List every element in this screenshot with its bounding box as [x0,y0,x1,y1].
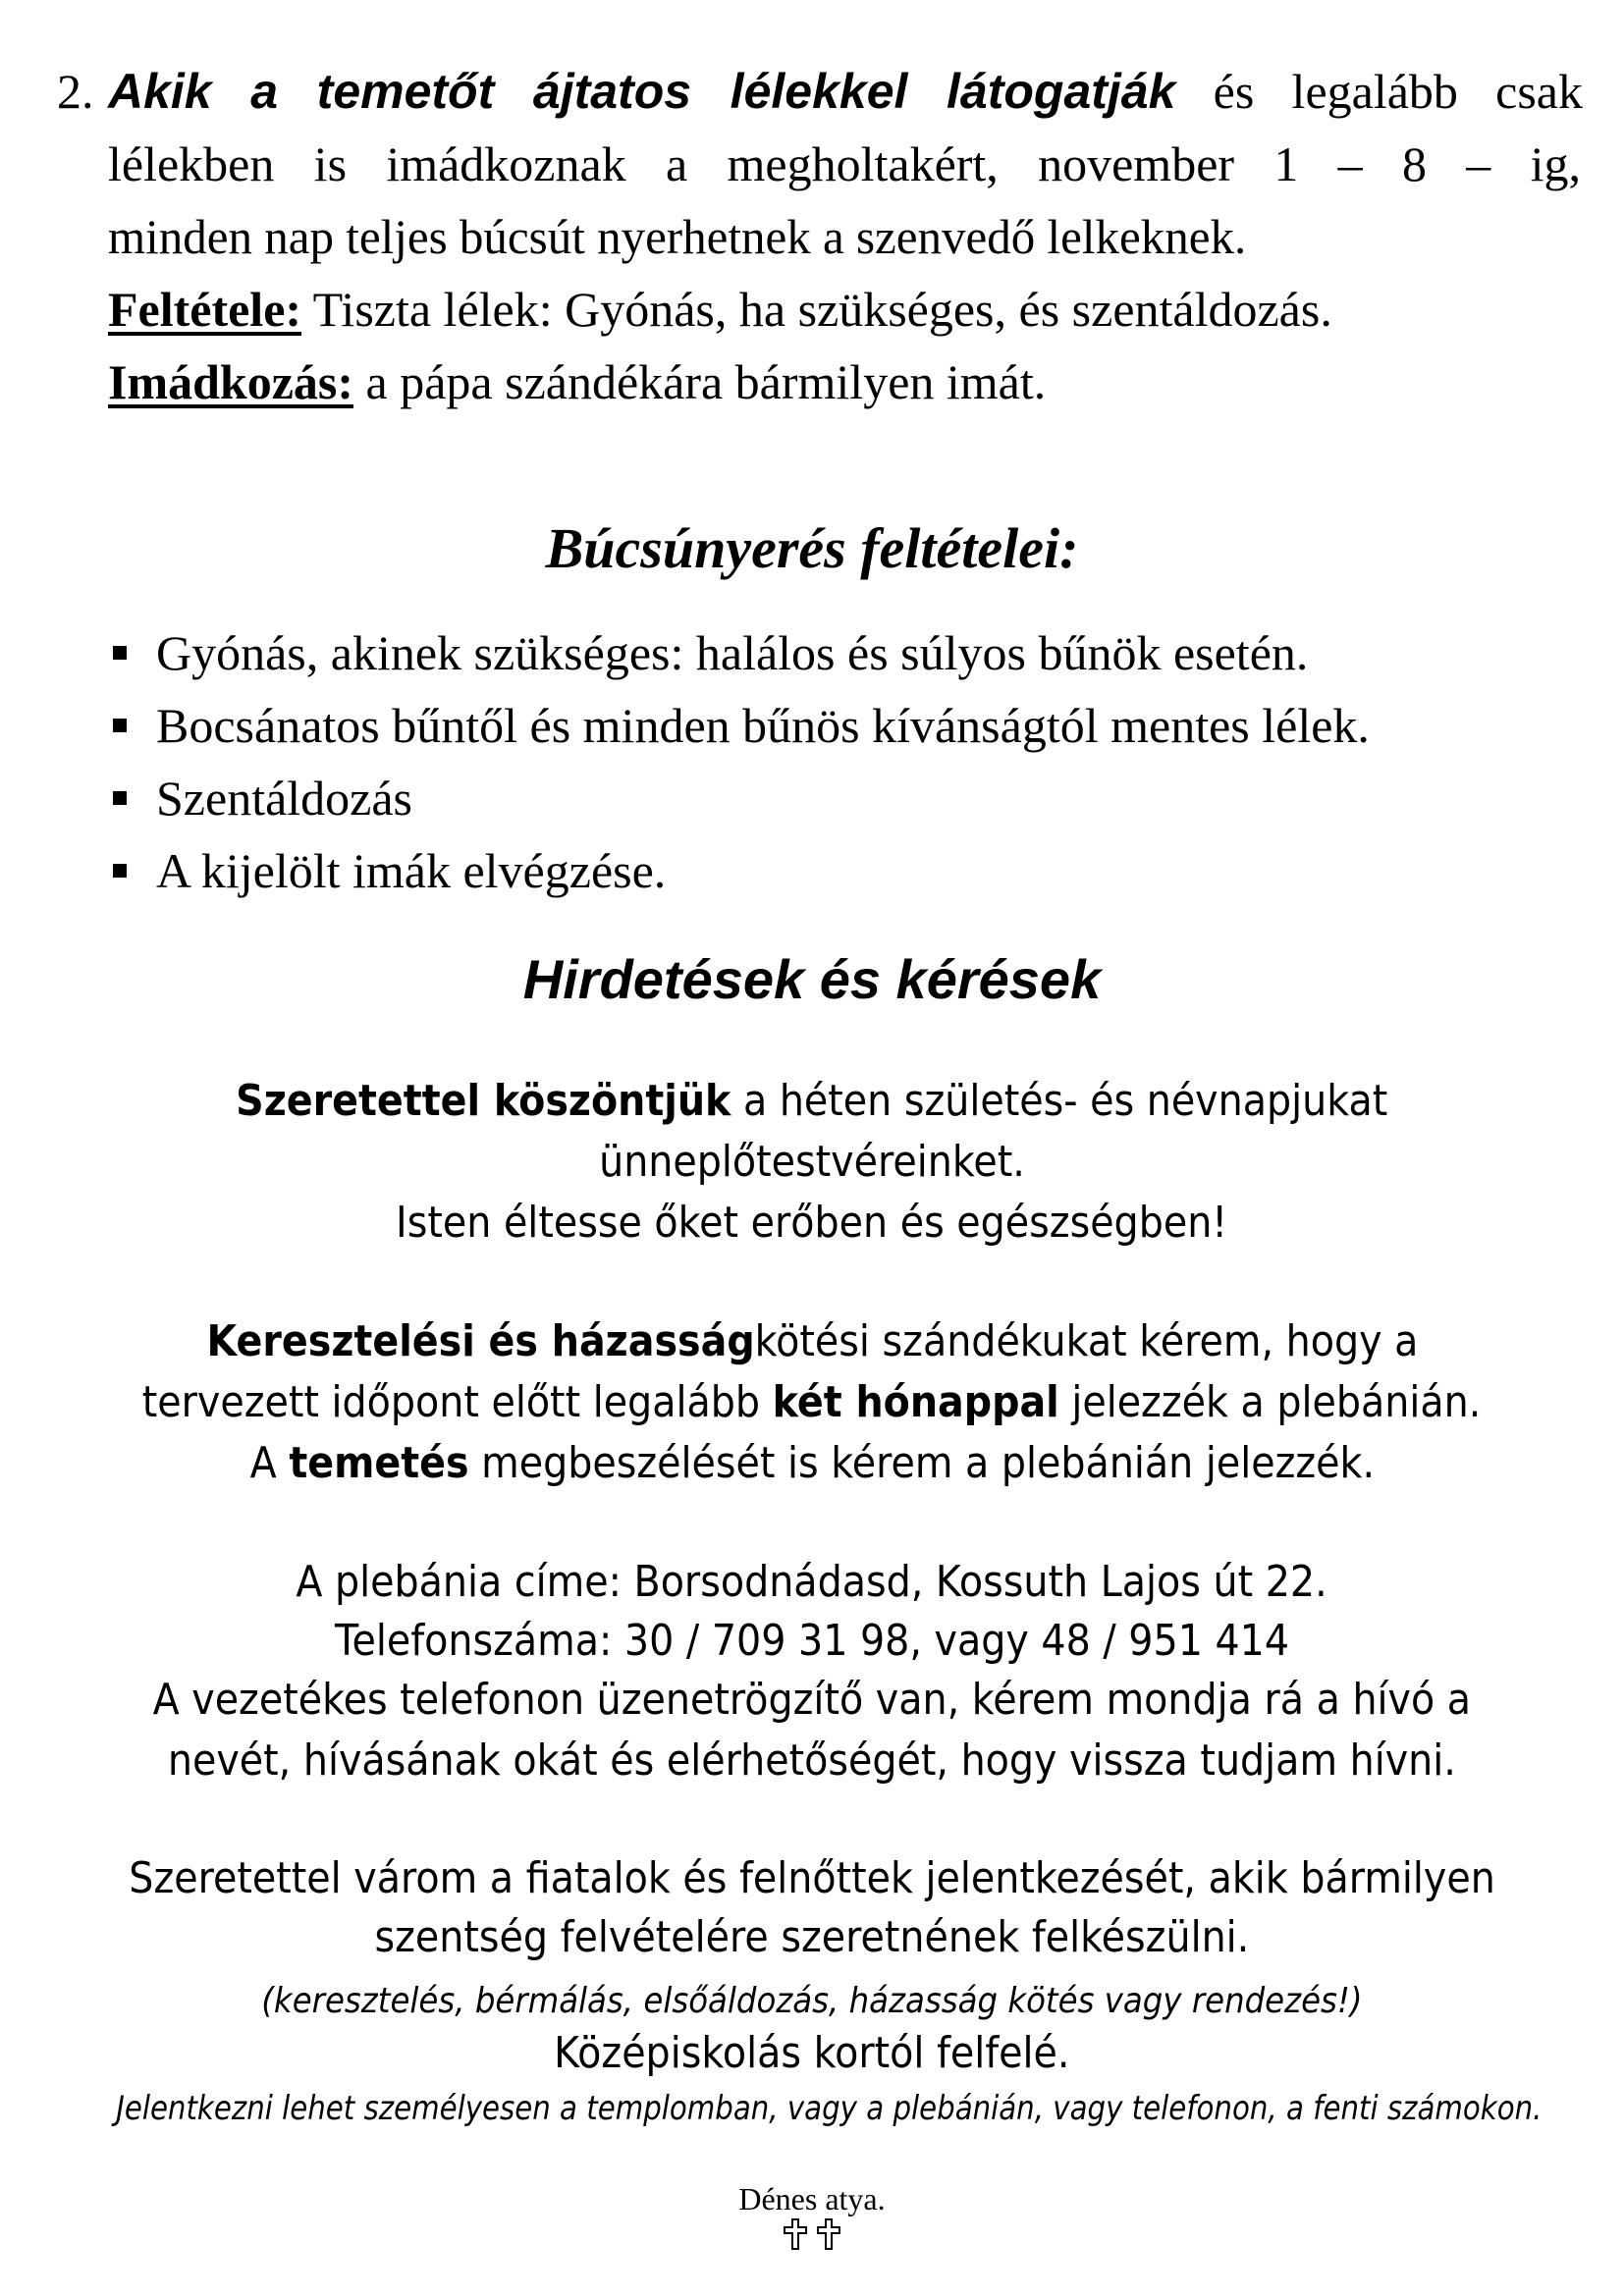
bullet-square-icon [113,864,127,878]
greeting-bold: Szeretettel köszöntjük [236,1076,731,1126]
list-item-text: Bocsánatos bűntől és minden bűnös kívánságtól mentes lélek. [156,698,1370,753]
item-number: 2. [57,64,94,119]
list-item-text: Gyónás, akinek szükséges: halálos és súlyos bűnök esetén. [156,625,1309,680]
condition-label: Feltétele: [108,282,302,337]
signature-name: Dénes atya. [738,2181,886,2216]
apply-line: Jelentkezni lehet személyesen a templomban, vagy a plebánián, vagy telefonon, a fenti számokon. [116,2089,1543,2128]
baptism-text: kötési szándékukat kérem, hogy a [754,1316,1418,1366]
heading-text: Hirdetések és kérések [522,948,1102,1010]
baptism-bold: Keresztelési és házasság [206,1316,755,1366]
baptism-line-1 [0,1316,1624,1366]
paragraph-line-2: lélekben is imádkoznak a megholtakért, november 1 – 8 – ig, [108,136,1581,191]
baptism-line-3: A temetés megbeszélését is kérem a plebánián jelezzék. [249,1438,1375,1488]
list-item-text: Szentáldozás [156,771,413,826]
list-item [113,625,1309,680]
list-item-text: A kijelölt imák elvégzése. [156,843,667,898]
condition-line [108,282,1332,337]
sacraments-line-2: szentség felvételére szeretnének felkészülni. [374,1912,1250,1962]
section-heading-indulgence [0,515,1624,581]
sacraments-list-line: (keresztelés, bérmálás, elsőáldozás, házasság kötés vagy rendezés!) [261,1981,1363,2021]
cross-icon [817,2218,840,2250]
bullet-square-icon [113,719,127,732]
bullet-square-icon [113,646,127,660]
voicemail-line-1: A vezetékes telefonon üzenetrögzítő van, kérem mondja rá a hívó a [152,1675,1472,1725]
greeting-line-1 [0,1076,1624,1126]
voicemail-line-2: nevét, hívásának okát és elérhetőségét, hogy vissza tudjam hívni. [168,1735,1456,1786]
baptism-line-2: tervezett időpont előtt legalább két hónappal jelezzék a plebánián. [142,1377,1482,1427]
greeting-line-2: ünneplőtestvéreinket. [599,1137,1025,1187]
list-item [113,771,413,826]
sacraments-line-1: Szeretettel várom a fiatalok és felnőttek jelentkezését, akik bármilyen [129,1853,1495,1903]
list-item [113,698,1370,753]
heading-text: Búcsúnyerés feltételei: [545,516,1079,580]
emphasis-text: Akik a temetőt ájtatos lélekkel látogatják [108,64,1176,119]
funeral-bold: temetés [288,1438,469,1488]
cross-icon [784,2218,807,2250]
prayer-line [108,354,1047,409]
line-text: és legalább csak [1175,64,1583,119]
prayer-label: Imádkozás: [108,354,354,409]
age-line: Középiskolás kortól felfelé. [554,2028,1070,2078]
crosses [0,2218,1624,2255]
condition-text: Tiszta lélek: Gyónás, ha szükséges, és szentáldozás. [301,282,1332,337]
paragraph-line-1 [108,64,1583,119]
bullet-square-icon [113,791,127,805]
greeting-line-3: Isten éltesse őket erőben és egészségben! [396,1198,1228,1248]
address-line: A plebánia címe: Borsodnádasd, Kossuth Lajos út 22. [296,1557,1328,1607]
greeting-text: a héten születés- és névnapjukat [731,1076,1388,1126]
signature [0,2181,1624,2217]
phone-line: Telefonszáma: 30 / 709 31 98, vagy 48 / 951 414 [334,1616,1290,1666]
section-heading-announcements [0,947,1624,1011]
two-months-bold: két hónappal [773,1377,1060,1427]
prayer-text: a pápa szándékára bármilyen imát. [353,354,1047,409]
paragraph-line-3: minden nap teljes búcsút nyerhetnek a szenvedő lelkeknek. [108,209,1247,264]
list-item [113,843,667,898]
